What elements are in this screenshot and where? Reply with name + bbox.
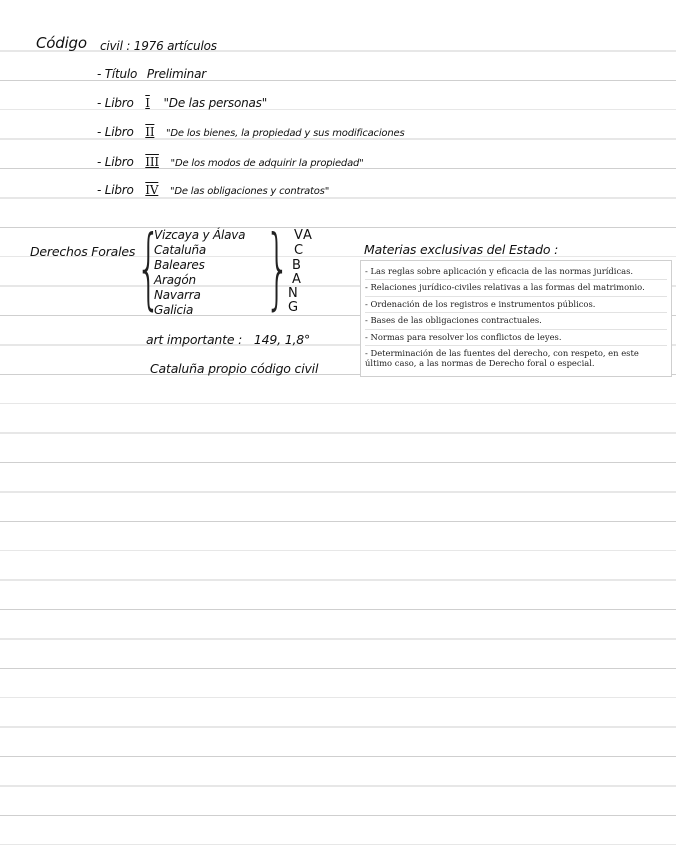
book-title: "De los bienes, la propiedad y sus modificaciones xyxy=(166,128,405,139)
book-item xyxy=(97,155,364,169)
book-numeral: I xyxy=(145,96,150,110)
materia-item: - Relaciones jurídico-civiles relativas a las formas del matrimonio. xyxy=(365,280,667,296)
book-title: Preliminar xyxy=(146,67,206,81)
book-prefix: - Libro xyxy=(97,183,134,197)
book-numeral: III xyxy=(145,155,159,169)
materia-item: - Bases de las obligaciones contractuales. xyxy=(365,313,667,329)
materias-title: Materias exclusivas del Estado : xyxy=(364,242,559,257)
region-abbreviation: VA xyxy=(294,228,313,243)
region-item: Galicia xyxy=(154,303,194,317)
book-title: "De las obligaciones y contratos" xyxy=(169,186,330,197)
book-title: "De las personas" xyxy=(163,96,268,110)
right-brace: } xyxy=(265,216,291,319)
materia-item: - Determinación de las fuentes del derecho, con respeto, en este último caso, a las normas de Derecho foral o especial. xyxy=(365,348,639,369)
book-item xyxy=(97,67,206,81)
book-item xyxy=(97,183,329,197)
book-prefix: - Libro xyxy=(97,155,134,169)
region-item: Baleares xyxy=(154,258,205,272)
forales-label: Derechos Forales xyxy=(30,244,136,259)
region-abbreviation: N xyxy=(288,286,299,301)
region-item: Vizcaya y Álava xyxy=(154,228,246,242)
book-title: "De los modos de adquirir la propiedad" xyxy=(170,158,364,169)
book-prefix: - Libro xyxy=(97,125,134,139)
materia-item: - Normas para resolver los conflictos de leyes. xyxy=(365,330,667,346)
materias-list-box xyxy=(360,260,672,377)
region-abbreviation: C xyxy=(294,243,305,258)
important-value: 149, 1,8° xyxy=(253,332,311,347)
codigo-title: Código xyxy=(36,34,87,52)
codigo-subtitle: civil : 1976 artículos xyxy=(100,39,217,53)
book-item xyxy=(97,125,404,139)
materia-item: - Ordenación de los registros e instrumentos públicos. xyxy=(365,297,667,313)
book-numeral: II xyxy=(145,125,155,139)
book-numeral: IV xyxy=(145,183,159,197)
region-item: Cataluña xyxy=(154,243,207,257)
important-label: art importante : xyxy=(146,332,243,347)
book-prefix: - Título xyxy=(97,67,138,81)
region-abbreviation: G xyxy=(288,300,300,315)
book-prefix: - Libro xyxy=(97,96,134,110)
catalonia-note: Cataluña propio código civil xyxy=(150,361,319,376)
important-article xyxy=(146,332,310,347)
region-item: Aragón xyxy=(154,273,196,287)
left-brace: { xyxy=(136,216,162,319)
book-item xyxy=(97,96,267,110)
materia-item: - Las reglas sobre aplicación y eficacia de las normas jurídicas. xyxy=(365,264,667,280)
region-abbreviation: A xyxy=(292,272,302,287)
region-item: Navarra xyxy=(154,288,201,302)
region-abbreviation: B xyxy=(292,258,302,273)
